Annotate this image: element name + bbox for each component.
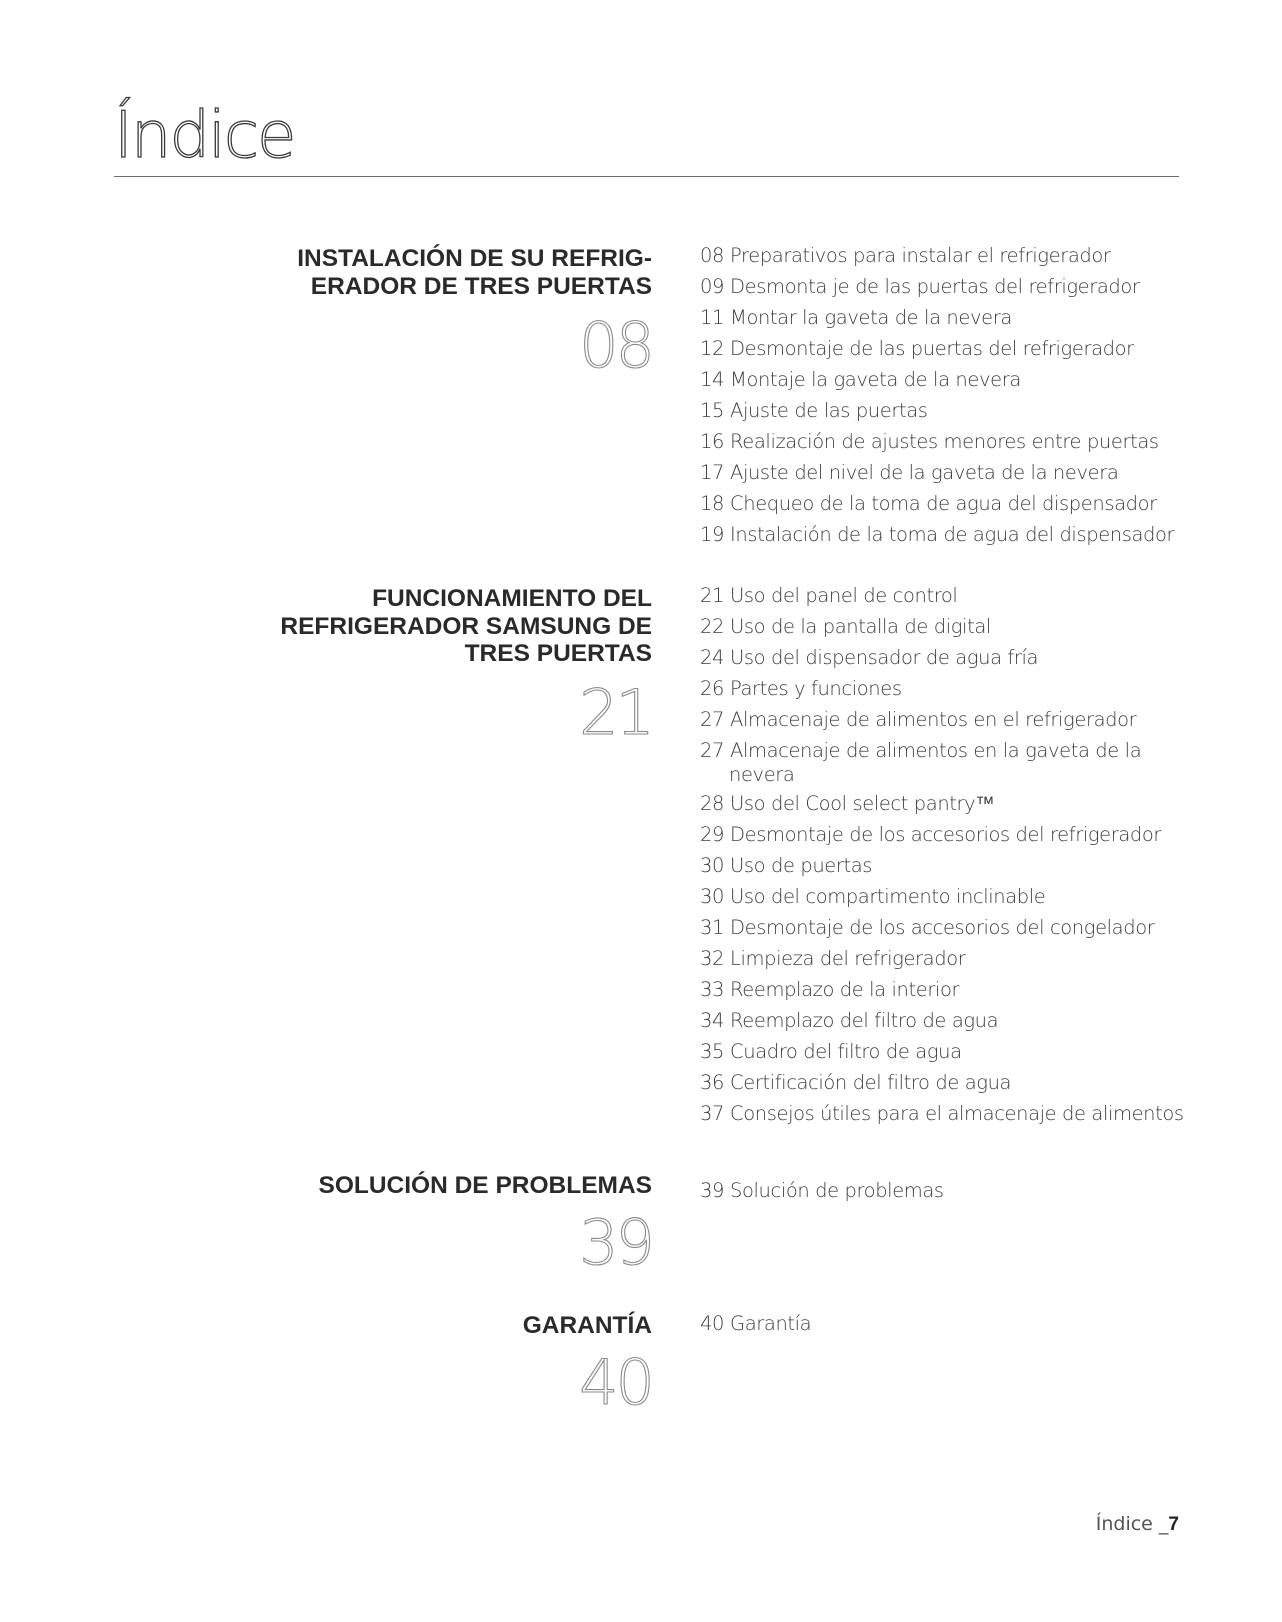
section-heading-line: ERADOR DE TRES PUERTAS (310, 272, 652, 300)
toc-entry-page: 28 (700, 792, 725, 815)
toc-entry-continuation: nevera (729, 763, 795, 786)
toc-entry-page: 24 (700, 646, 725, 669)
toc-entry-text: Instalación de la toma de agua del dispensador (730, 523, 1175, 546)
page-title: Índice (114, 99, 295, 173)
section-heading (212, 1172, 652, 1200)
section-heading (212, 245, 652, 300)
toc-entry-page: 22 (700, 615, 725, 638)
section-number: 39 (579, 1206, 652, 1279)
toc-entry-text: Reemplazo del filtro de agua (730, 1009, 999, 1032)
toc-entry-page: 16 (700, 430, 725, 453)
toc-entry-page: 27 (700, 739, 725, 762)
toc-entry[interactable] (700, 788, 1220, 819)
toc-entry-page: 39 (700, 1179, 725, 1202)
toc-entry[interactable] (700, 519, 1220, 550)
toc-entry-page: 08 (700, 244, 725, 267)
toc-entry-page: 14 (700, 368, 725, 391)
toc-entry-page: 26 (700, 677, 725, 700)
toc-entry-text: Desmontaje de las puertas del refrigerador (730, 337, 1134, 360)
footer-label: Índice _ (1095, 1513, 1169, 1535)
toc-entry[interactable] (700, 943, 1220, 974)
toc-entry-text: Limpieza del refrigerador (730, 947, 966, 970)
toc-entry-list (700, 580, 1220, 1129)
toc-entry[interactable] (700, 673, 1220, 704)
toc-entry-text: Certificación del filtro de agua (730, 1071, 1012, 1094)
toc-entry-text: Uso del dispensador de agua fría (730, 646, 1039, 669)
toc-entry-text: Garantía (730, 1312, 812, 1335)
footer-page-number: 7 (1168, 1514, 1179, 1535)
toc-entry-page: 32 (700, 947, 725, 970)
page-footer (1096, 1513, 1179, 1536)
title-rule (114, 176, 1179, 177)
toc-entry-text: Uso del compartimento inclinable (730, 885, 1046, 908)
toc-entry-page: 21 (700, 584, 725, 607)
toc-entry[interactable] (700, 302, 1220, 333)
toc-entry[interactable] (700, 364, 1220, 395)
toc-entry[interactable] (700, 850, 1220, 881)
toc-entry-page: 34 (700, 1009, 725, 1032)
section-number: 08 (579, 309, 652, 382)
toc-entry-text: Montaje la gaveta de la nevera (730, 368, 1021, 391)
section-heading-line: SOLUCIÓN DE PROBLEMAS (318, 1172, 652, 1199)
toc-entry-page: 29 (700, 823, 725, 846)
toc-entry[interactable] (700, 1036, 1220, 1067)
toc-entry[interactable] (700, 642, 1220, 673)
toc-entry-page: 09 (700, 275, 725, 298)
section-heading-line: TRES PUERTAS (464, 640, 652, 667)
toc-entry-page: 11 (700, 306, 725, 329)
section-heading (212, 1312, 652, 1340)
toc-entry[interactable] (700, 611, 1220, 642)
toc-entry[interactable] (700, 488, 1220, 519)
toc-entry[interactable] (700, 974, 1220, 1005)
toc-entry-text: Desmontaje de los accesorios del congelador (730, 916, 1155, 939)
section-heading-line: REFRIGERADOR SAMSUNG DE (280, 612, 652, 640)
toc-entry-text: Almacenaje de alimentos en la gaveta de la (730, 739, 1142, 762)
toc-entry-text: Montar la gaveta de la nevera (730, 306, 1012, 329)
toc-entry[interactable] (700, 271, 1220, 302)
toc-entry-list (700, 1175, 1220, 1206)
toc-entry-page: 33 (700, 978, 725, 1001)
toc-entry-text: Chequeo de la toma de agua del dispensador (730, 492, 1157, 515)
toc-entry-text: Realización de ajustes menores entre puertas (730, 430, 1159, 453)
toc-entry-text: Uso del Cool select pantry™ (730, 792, 995, 815)
toc-entry-page: 19 (700, 523, 725, 546)
toc-entry-text: Ajuste de las puertas (730, 399, 928, 422)
toc-entry-page: 30 (700, 854, 725, 877)
toc-entry-text: Uso de puertas (730, 854, 873, 877)
toc-entry-page: 18 (700, 492, 725, 515)
toc-entry-text: Partes y funciones (730, 677, 902, 700)
toc-entry-text: Uso de la pantalla de digital (730, 615, 991, 638)
toc-entry-text: Cuadro del filtro de agua (730, 1040, 962, 1063)
toc-entry[interactable] (700, 881, 1220, 912)
section-heading-line: FUNCIONAMIENTO DEL (372, 585, 652, 612)
toc-entry-page: 17 (700, 461, 725, 484)
toc-entry-page: 30 (700, 885, 725, 908)
toc-entry-page: 35 (700, 1040, 725, 1063)
toc-entry[interactable] (700, 457, 1220, 488)
toc-entry-page: 15 (700, 399, 725, 422)
toc-entry-text: Solución de problemas (730, 1179, 944, 1202)
toc-entry-text: Consejos útiles para el almacenaje de alimentos (730, 1102, 1184, 1125)
toc-entry[interactable] (700, 1067, 1220, 1098)
toc-entry[interactable] (700, 735, 1220, 788)
toc-entry-text: Uso del panel de control (730, 584, 958, 607)
toc-entry-text: Desmonta je de las puertas del refrigerador (730, 275, 1140, 298)
toc-entry[interactable] (700, 395, 1220, 426)
toc-entry-page: 27 (700, 708, 725, 731)
section-heading-line: INSTALACIÓN DE SU REFRIG- (297, 245, 652, 272)
toc-entry-page: 40 (700, 1312, 725, 1335)
toc-entry-page: 31 (700, 916, 725, 939)
toc-entry-text: Desmontaje de los accesorios del refrigerador (730, 823, 1162, 846)
toc-entry-page: 36 (700, 1071, 725, 1094)
section-heading (212, 585, 652, 668)
toc-entry-text: Almacenaje de alimentos en el refrigerador (730, 708, 1137, 731)
toc-entry-text: Reemplazo de la interior (730, 978, 960, 1001)
toc-entry-text: Ajuste del nivel de la gaveta de la nevera (730, 461, 1119, 484)
toc-entry[interactable] (700, 426, 1220, 457)
toc-entry-list (700, 1308, 1220, 1339)
toc-entry[interactable] (700, 1175, 1220, 1206)
section-number: 40 (579, 1346, 652, 1419)
toc-entry[interactable] (700, 1098, 1220, 1129)
section-heading-line: GARANTÍA (522, 1312, 652, 1339)
toc-entry[interactable] (700, 819, 1220, 850)
toc-entry[interactable] (700, 704, 1220, 735)
toc-entry-page: 12 (700, 337, 725, 360)
toc-entry[interactable] (700, 580, 1220, 611)
toc-entry[interactable] (700, 240, 1220, 271)
toc-entry-text: Preparativos para instalar el refrigerador (730, 244, 1111, 267)
toc-entry[interactable] (700, 333, 1220, 364)
section-number: 21 (579, 676, 652, 749)
toc-entry[interactable] (700, 1308, 1220, 1339)
toc-entry[interactable] (700, 912, 1220, 943)
toc-entry-page: 37 (700, 1102, 725, 1125)
toc-entry-list (700, 240, 1220, 550)
toc-entry[interactable] (700, 1005, 1220, 1036)
